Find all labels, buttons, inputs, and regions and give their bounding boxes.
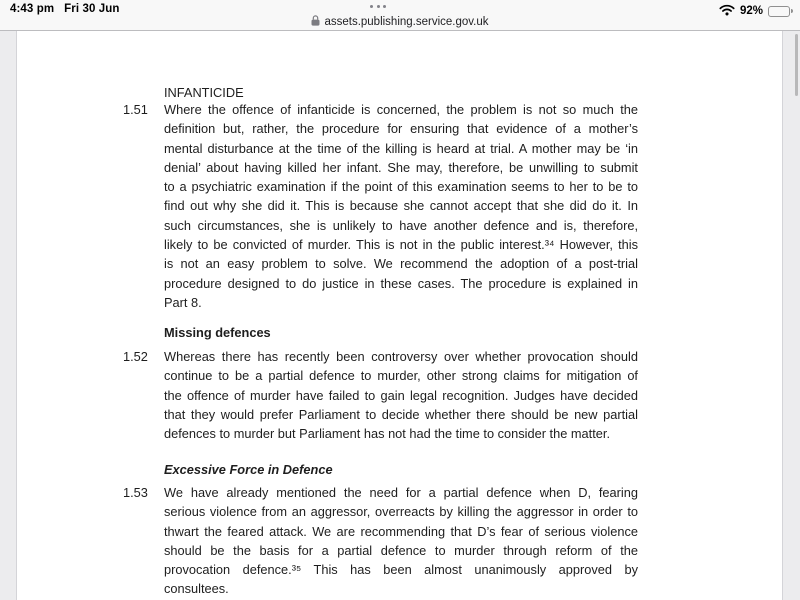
scrollbar[interactable] [795,34,798,96]
clock: 4:43 pm [10,3,55,15]
paragraph-number: 1.53 [123,485,148,500]
status-right [719,3,793,19]
battery-nub [791,9,793,13]
text-line: Part 8. [164,294,202,310]
battery-percent: 92% [739,5,763,17]
dot-icon [370,5,373,8]
text-line: provocation defence.³⁵ This has been almost unanimously approved by [164,562,638,578]
page-options-ellipsis-icon[interactable] [370,5,386,8]
dot-icon [383,5,386,8]
url-text: assets.publishing.service.gov.uk [324,16,489,28]
date: Fri 30 Jun [64,3,120,15]
paragraph-number: 1.52 [123,349,148,364]
text-line: such circumstances, she is unlikely to have another defence and is, therefore, [164,217,638,233]
subheading-missing-defences: Missing defences [164,325,271,340]
text-line: serious violence from an aggressor, overreacts by killing the aggressor in order to [164,504,638,520]
dot-icon [377,5,380,8]
text-line: mental disturbance at the time of the killing is heard at trial. A mother may be ‘in [164,140,638,156]
text-line: that they would prefer Parliament to decide whether there should be new partial [164,406,638,422]
battery-icon [768,6,790,17]
text-line: consultees. [164,581,229,597]
paragraph-1-53 [17,483,782,599]
status-left [10,3,120,15]
subheading-excessive-force: Excessive Force in Defence [164,462,333,477]
paragraph-number: 1.51 [123,102,148,117]
pdf-page [16,31,783,600]
text-line: We have already mentioned the need for a partial defence when D, fearing [164,485,638,500]
text-line: is not an easy problem to solve. We recommend the adoption of a post-trial [164,256,638,272]
text-line: Where the offence of infanticide is concerned, the problem is not so much the [164,102,638,117]
text-line: definition but, rather, the procedure for ensuring that evidence of a mother’s [164,121,638,137]
lock-icon [311,15,320,29]
text-line: the offence of murder have failed to gain legal recognition. Judges have decided [164,387,638,403]
text-line: Whereas there has recently been controversy over whether provocation should [164,349,638,364]
paragraph-text [164,483,638,599]
text-line: denial’ about having killed her infant. She may, therefore, be unwilling to submit [164,159,638,175]
text-line: procedure designed to do justice in these cases. The procedure is explained in [164,275,638,291]
text-line: to a psychiatric examination if the point of this examination seems to her to be to [164,179,638,195]
text-line: find out why she did it. This is because she cannot accept that she did do it. In [164,198,638,214]
text-line: continue to be a partial defence to murder, other strong claims for mitigation of [164,368,638,384]
paragraph-1-52 [17,347,782,443]
wifi-icon [719,4,735,19]
pdf-viewport[interactable] [0,31,800,600]
paragraph-text [164,347,638,443]
safari-toolbar [0,0,800,31]
paragraph-text [164,100,638,312]
text-line: defences to murder but Parliament has not had the time to consider the matter. [164,426,611,442]
paragraph-1-51 [17,100,782,312]
text-line: should be the basis for a partial defence to murder through reform of the [164,542,638,558]
text-line: thwart the feared attack. We are recommending that D’s fear of serious violence [164,523,638,539]
section-heading-infanticide: INFANTICIDE [164,85,244,100]
address-bar[interactable] [0,15,800,29]
text-line: likely to be convicted of murder. This is not in the public interest.³⁴ However, this [164,237,638,253]
